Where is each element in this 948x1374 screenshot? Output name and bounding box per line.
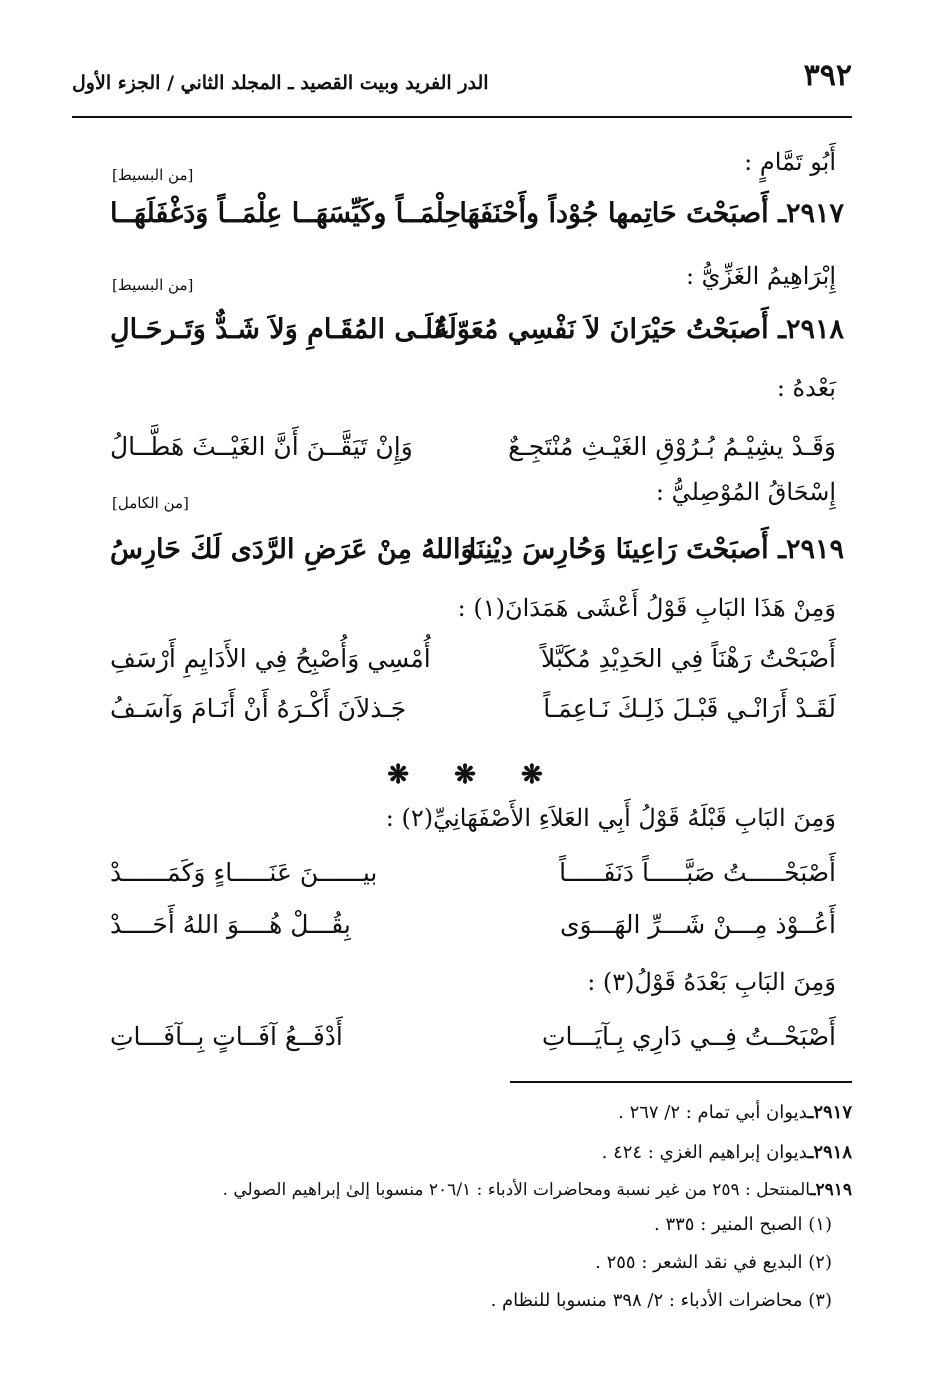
poet-name: إِسْحَاقُ المُوْصِليُّ : (655, 478, 836, 506)
second-hemistich: وَإِنْ تَيَقَّــنَ أَنَّ الغَيْــثَ هَطَّــالُ (110, 432, 413, 461)
second-hemistich: أَدْفَــعُ آفَــاتٍ بِــآفَـــاتِ (110, 1022, 343, 1051)
first-hemistich: أَصبَحْتَ حَاتِمها جُوْداً وأَحْنَفَهَا (459, 198, 769, 229)
footnote-rule (510, 1081, 852, 1083)
verse-number: ٢٩١٧ـ (778, 198, 844, 229)
verse-line (110, 694, 836, 734)
numbered-verse (110, 534, 844, 574)
second-hemistich: حِلْمَــاً وكَيِّسَهَــا عِلْمَــاً وَدَغْفَلَهَــا (110, 198, 462, 229)
footnote: ٢٩١٧ـديوان أبي تمام : ٢/ ٢٦٧ . (618, 1102, 852, 1123)
second-hemistich: أُمْسِي وَأُصْبِحُ فِي الأَدَايِمِ أَرْسَفِ (110, 644, 431, 673)
numbered-verse (110, 198, 844, 238)
page-header (72, 58, 852, 118)
footnote: ٢٩١٩ـالمنتحل : ٢٥٩ من غير نسبة ومحاضرات الأدباء : ٢٠٦/١ منسوبا إلىٰ إبراهيم الصولي . (222, 1180, 852, 1200)
verse-line (110, 644, 836, 684)
first-hemistich: وَقَـدْ يشِيْـمُ بُـرُوْقِ الغَيْـثِ مُنْتَجِـعٌ (508, 432, 836, 461)
first-hemistich: أَعُــوْذ مِـــنْ شَـــرِّ الهَـــوَى (559, 910, 836, 939)
second-hemistich: بيــــــنَ عَنَـــــاءٍ وَكَمَــــــدْ (110, 858, 378, 887)
following-label: بَعْدهُ : (776, 374, 836, 402)
verse-line (110, 910, 836, 950)
second-hemistich: بِقُـــلْ هُــــوَ اللهُ أَحَــــدْ (110, 910, 351, 939)
first-hemistich: أَصْبَحْتُ رَهْنَاً فِي الحَدِيْدِ مُكَبَّلاً (541, 644, 836, 673)
second-hemistich: عَلَـى المُقَـامِ وَلاَ شَـدٌّ وَتَـرحَـالِ (110, 314, 450, 345)
footnote-ref: (١) الصبح المنير : ٣٣٥ . (654, 1214, 832, 1235)
footnote-ref: (٢) البديع في نقد الشعر : ٢٥٥ . (595, 1252, 832, 1273)
first-hemistich: لَقَـدْ أَرَانْـي قَبْـلَ ذَلِـكَ نَـاعِمَـاً (543, 694, 836, 723)
footnote: ٢٩١٨ـديوان إبراهيم الغزي : ٤٢٤ . (601, 1142, 852, 1163)
second-hemistich: وَاللهُ مِنْ عَرَضِ الرَّدَى لَكَ حَارِسُ (110, 534, 474, 565)
verse-line (110, 432, 836, 472)
poet-name: أَبُو تَمَّامٍ : (744, 148, 836, 176)
verse-number: ٢٩١٨ـ (778, 314, 844, 345)
first-hemistich: أَصبَحْتُ حَيْرَانَ لاَ نَفْسِي مُعَوّلَةٌ (434, 314, 769, 345)
second-hemistich: جَـذلاَنَ أَكْـرَهُ أَنْ أَنَـامَ وَآسَـفُ (110, 694, 407, 723)
verse-line (110, 1022, 836, 1062)
meter-label: [من الكامل] (112, 494, 189, 512)
meter-label: [من البسيط] (112, 166, 194, 184)
meter-label: [من البسيط] (112, 276, 194, 294)
first-hemistich: أَصْبَحْـــــتُ صَبَّـــــاً دَنَفَـــــاً (559, 858, 836, 887)
section-divider: ❋ ❋ ❋ (387, 760, 561, 790)
section-intro: وَمِنَ البَابِ بَعْدَهُ قَوْلُ(٣) : (587, 968, 836, 996)
verse-line (110, 858, 836, 898)
footnote-ref: (٣) محاضرات الأدباء : ٢/ ٣٩٨ منسوبا للنظام . (490, 1290, 832, 1311)
first-hemistich: أَصْبَحْــتُ فِــي دَارِي بِـآيَـــاتِ (541, 1022, 836, 1051)
section-intro: وَمِنَ البَابِ قَبْلَهُ قَوْلُ أَبِي العَلاَءِ الأَصْفَهَانِيِّ(٢) : (385, 804, 836, 832)
running-title: الدر الفريد وبيت القصيد ـ المجلد الثاني / الجزء الأول (72, 72, 489, 94)
section-intro: وَمِنْ هَذَا البَابِ قَوْلُ أَعْشَى هَمَدَانَ(١) : (457, 594, 836, 622)
verse-number: ٢٩١٩ـ (778, 534, 844, 565)
poet-name: إِبْرَاهِيمُ الغَزِّيُّ : (685, 262, 836, 290)
first-hemistich: أَصبَحْتَ رَاعِينَا وَحُارِسَ دِيْنِنَا (468, 534, 769, 565)
page-number: ٣٩٢ (803, 58, 852, 93)
numbered-verse (110, 314, 844, 354)
